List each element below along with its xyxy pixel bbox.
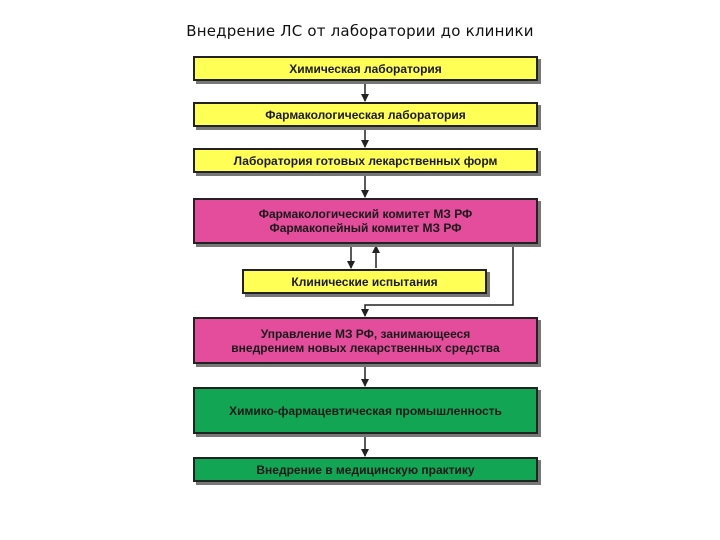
slide-title: Внедрение ЛС от лаборатории до клиники [186,22,534,40]
box-chemical-lab [193,56,538,81]
box-clinical-trials [242,269,487,294]
box-pharma-industry [193,387,538,434]
box-pharm-committee [193,198,538,244]
box-clinical-trials-label: Клинические испытания [291,274,438,289]
box-pharm-committee-line2: Фармакопейный комитет МЗ РФ [269,221,462,235]
box-pharma-industry-label: Химико-фармацевтическая промышленность [229,403,502,418]
box-pharmacology-lab-label: Фармакологическая лаборатория [265,107,466,122]
box-medical-practice-label: Внедрение в медицинскую практику [256,462,475,477]
box-pharm-committee-line1: Фармакологический комитет МЗ РФ [258,207,473,221]
box-ministry-department-line1: Управление МЗ РФ, занимающееся [260,326,471,341]
box-dosage-forms-lab-label: Лаборатория готовых лекарственных форм [233,153,498,168]
box-dosage-forms-lab [193,148,538,173]
box-medical-practice [193,457,538,482]
box-ministry-department-line2: внедрением новых лекарственных средства [231,340,500,355]
box-ministry-department [193,317,538,364]
box-pharmacology-lab [193,102,538,127]
box-chemical-lab-label: Химическая лаборатория [289,61,442,76]
